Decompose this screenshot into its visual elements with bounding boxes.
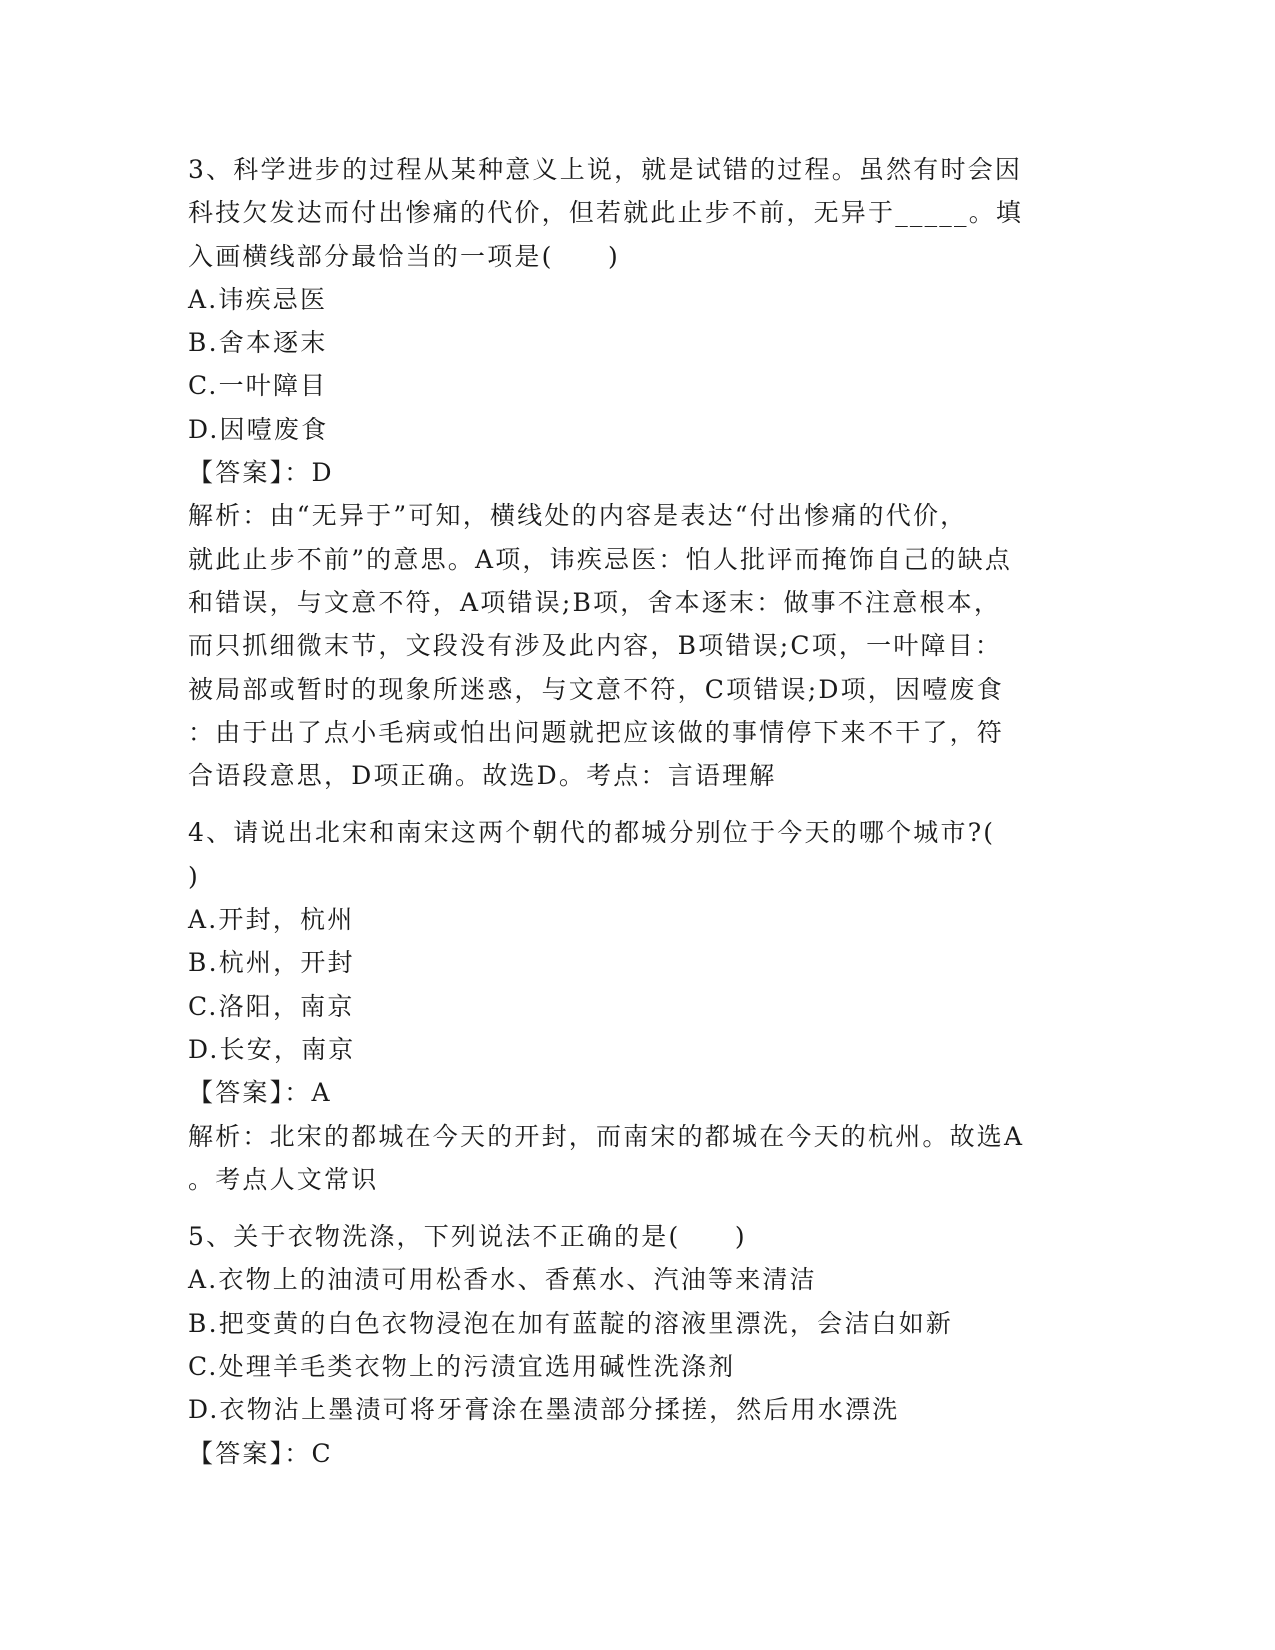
analysis-line: 合语段意思，D项正确。故选D。考点：言语理解: [188, 761, 777, 791]
option-a: A.衣物上的油渍可用松香水、香蕉水、汽油等来清洁: [188, 1265, 817, 1295]
analysis-line: ：由于出了点小毛病或怕出问题就把应该做的事情停下来不干了，符: [188, 717, 1005, 747]
analysis-line: 被局部或暂时的现象所迷惑，与文意不符，C项错误;D项，因噎废食: [188, 674, 1004, 704]
analysis-line: 而只抓细微末节，文段没有涉及此内容，B项错误;C项，一叶障目：: [188, 631, 1003, 661]
option-a: A.讳疾忌医: [188, 284, 328, 314]
option-d: D.因噎废食: [188, 414, 329, 444]
question-stem-line: 入画横线部分最恰当的一项是( ): [188, 241, 620, 271]
analysis-line: 和错误，与文意不符，A项错误;B项，舍本逐末：做事不注意根本，: [188, 587, 1002, 617]
option-b: B.舍本逐末: [188, 328, 328, 358]
option-c: C.洛阳，南京: [188, 991, 355, 1021]
option-c: C.一叶障目: [188, 371, 328, 401]
question-5: [188, 1215, 1088, 1475]
question-stem-line: ): [188, 861, 200, 891]
answer-line: 【答案】：D: [188, 458, 334, 488]
page-content: [188, 148, 1088, 1475]
option-a: A.开封，杭州: [188, 905, 355, 935]
option-b: B.杭州，开封: [188, 948, 355, 978]
option-d: D.长安，南京: [188, 1034, 356, 1064]
analysis-line: 就此止步不前”的意思。A项，讳疾忌医：怕人批评而掩饰自己的缺点: [188, 544, 1013, 574]
question-stem-line: 5、关于衣物洗涤，下列说法不正确的是( ): [188, 1222, 747, 1252]
option-d: D.衣物沾上墨渍可将牙膏涂在墨渍部分揉搓，然后用水漂洗: [188, 1395, 900, 1425]
analysis-line: 解析：北宋的都城在今天的开封，而南宋的都城在今天的杭州。故选A: [188, 1121, 1025, 1151]
question-stem-line: 科技欠发达而付出惨痛的代价，但若就此止步不前，无异于_____。填: [188, 198, 1024, 228]
question-stem-line: 4、请说出北宋和南宋这两个朝代的都城分别位于今天的哪个城市?(: [188, 818, 996, 848]
question-4: [188, 811, 1088, 1201]
analysis-line: 解析：由“无异于”可知，横线处的内容是表达“付出惨痛的代价，: [188, 501, 968, 531]
option-c: C.处理羊毛类衣物上的污渍宜选用碱性洗涤剂: [188, 1352, 736, 1382]
question-3: [188, 148, 1088, 797]
analysis-line: 。考点人文常识: [188, 1164, 379, 1194]
option-b: B.把变黄的白色衣物浸泡在加有蓝靛的溶液里漂洗，会洁白如新: [188, 1308, 954, 1338]
answer-line: 【答案】：A: [188, 1078, 332, 1108]
question-stem-line: 3、科学进步的过程从某种意义上说，就是试错的过程。虽然有时会因: [188, 155, 1023, 184]
answer-line: 【答案】：C: [188, 1438, 333, 1468]
